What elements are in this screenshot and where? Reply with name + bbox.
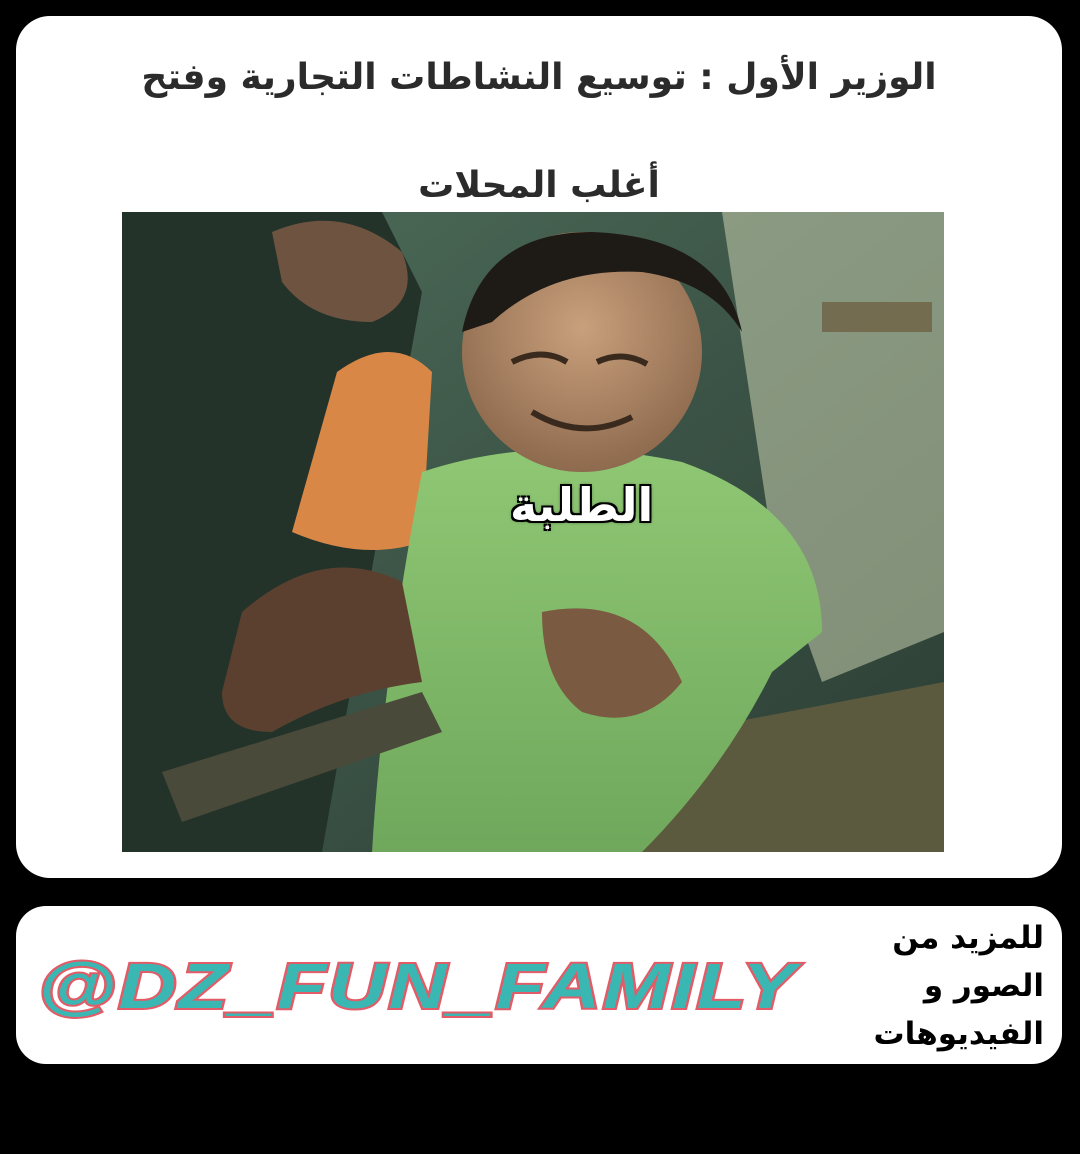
- footer-card: [16, 906, 1062, 1148]
- account-handle-text: @DZ_FUN_FAMILY: [38, 950, 803, 1022]
- follow-line-3: صفحتنا:: [920, 1112, 1044, 1148]
- meme-photo: [122, 212, 944, 852]
- follow-line-1: للمزيد من الصور و: [892, 920, 1044, 1004]
- follow-message: [794, 914, 1044, 1154]
- caption-line-2: أغلب المحلات: [418, 165, 660, 206]
- account-handle[interactable]: [34, 946, 814, 1026]
- follow-line-2: الفيديوهات تابعوا: [873, 1016, 1044, 1100]
- caption-line-1: الوزير الأول : توسيع النشاطات التجارية وفتح: [141, 57, 937, 98]
- photo-label: الطلبة: [510, 478, 654, 532]
- meme-card: [16, 16, 1062, 878]
